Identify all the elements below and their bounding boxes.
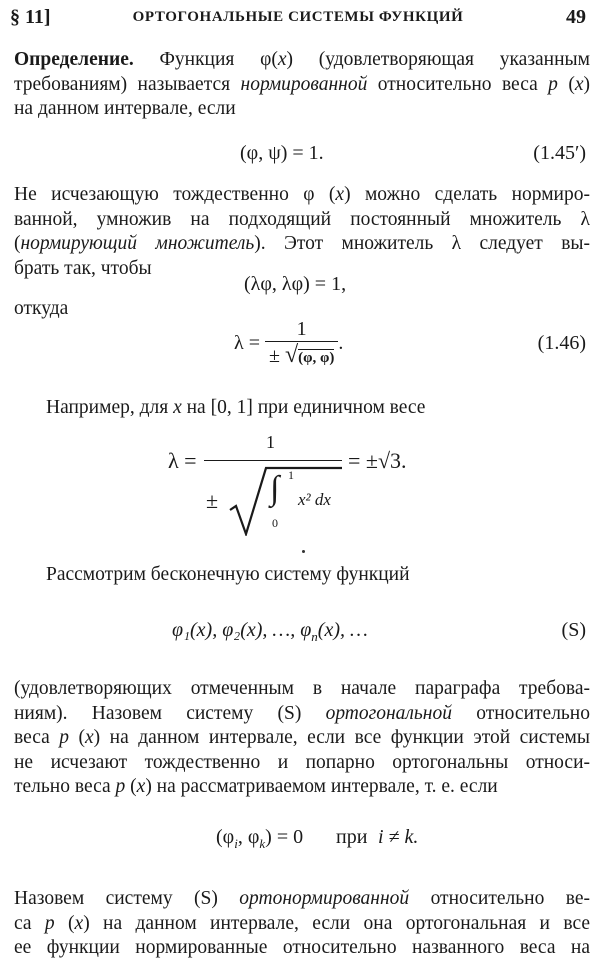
condition-expression: i ≠ k. xyxy=(378,826,419,848)
text-line: не исчезают тождественно и попарно ортогональны относи- xyxy=(14,751,590,773)
whence-word: откуда xyxy=(14,298,69,319)
equation-expression: λ = $\frac{1}{\pm √(\varphi, \varphi)}$ . xyxy=(234,318,344,368)
emphasis-orthogonal: ортогональной xyxy=(325,702,452,724)
text-line: брать так, чтобы xyxy=(14,257,152,279)
equation-expression: (λφ, λφ) = 1, xyxy=(244,273,347,295)
equation-label: (1.46) xyxy=(537,332,586,354)
fraction: $\frac{1}{\pm √(\varphi, \varphi)}$ xyxy=(265,318,338,369)
emphasis-orthonormal: ортонормированной xyxy=(239,888,410,909)
section-number: § 11] xyxy=(10,6,51,28)
integral-sign: ∫ xyxy=(270,470,280,507)
consider-sentence: Рассмотрим бесконечную систему функций xyxy=(46,564,410,585)
emphasis-normalized: нормированной xyxy=(240,73,368,95)
example-sentence: Например, для x на [0, 1] при единичном весе xyxy=(46,397,426,418)
condition-word: при xyxy=(336,826,368,848)
text-line: ванной, умножив на подходящий постоянный множитель λ xyxy=(14,208,590,230)
text-line: Не исчезающую тождественно φ (x) можно сделать нормиро- xyxy=(14,184,590,205)
equation-expression: ($\varphi_i$, $\varphi_k) = 0$ xyxy=(216,826,304,851)
print-speck xyxy=(302,550,305,553)
text-line: Назовем систему (S) ортонормированной относительно ве- xyxy=(14,888,590,909)
equation-label: (S) xyxy=(561,619,586,641)
text-line: Определение. Функция φ(x) (удовлетворяющая указанным xyxy=(14,49,590,70)
equation-1-46 xyxy=(0,318,600,372)
definition-term: Определение. xyxy=(14,49,134,70)
orthogonal-definition-paragraph xyxy=(14,677,590,800)
orthonormal-definition-paragraph xyxy=(14,887,590,961)
sqrt-sign: √ xyxy=(284,342,299,368)
text-line: са p (x) на данном интервале, если она ортогональная и все xyxy=(14,912,590,934)
equation-result: = ±√3. xyxy=(348,448,407,473)
equation-expression: φ₁(x), φ₂(x), …, $\varphi_n(x)$, … xyxy=(172,619,368,644)
equation-label: (1.45′) xyxy=(533,142,586,164)
definition-paragraph xyxy=(14,48,590,122)
integral-upper-limit: 1 xyxy=(288,468,294,482)
integrand: x² dx xyxy=(298,490,331,509)
text-line: на данном интервале, если xyxy=(14,98,236,119)
text-line: (удовлетворяющих отмеченным в начале параграфа требова- xyxy=(14,678,590,699)
text-line: ниям). Назовем систему (S) ортогональной относительно xyxy=(14,702,590,724)
text-line: (нормирующий множитель). Этот множитель λ следует вы- xyxy=(14,233,590,254)
page-number: 49 xyxy=(566,6,586,28)
text-line: ее функции нормированные относительно названного веса на xyxy=(14,937,590,958)
emphasis-normalizing-factor: нормирующий множитель xyxy=(20,233,255,254)
integral-lower-limit: 0 xyxy=(272,516,278,530)
text-line: веса p (x) на данном интервале, если все функции этой системы xyxy=(14,727,590,748)
equation-expression: (φ, ψ) = 1. xyxy=(240,142,324,164)
normalizing-paragraph xyxy=(14,183,590,281)
equation-lambda-example: λ = 1 ± ∫ 1 0 x² dx = ±√3. xyxy=(0,436,600,536)
text-line: требованиям) называется нормированной относительно веса p (x) xyxy=(14,73,590,95)
fraction-numerator: 1 xyxy=(266,432,275,452)
fraction-bar xyxy=(204,460,342,461)
text-line: тельно веса p (x) на рассматриваемом интервале, т. е. если xyxy=(14,776,498,797)
running-header xyxy=(10,6,586,32)
running-title: ОРТОГОНАЛЬНЫЕ СИСТЕМЫ ФУНКЦИЙ xyxy=(132,9,464,25)
